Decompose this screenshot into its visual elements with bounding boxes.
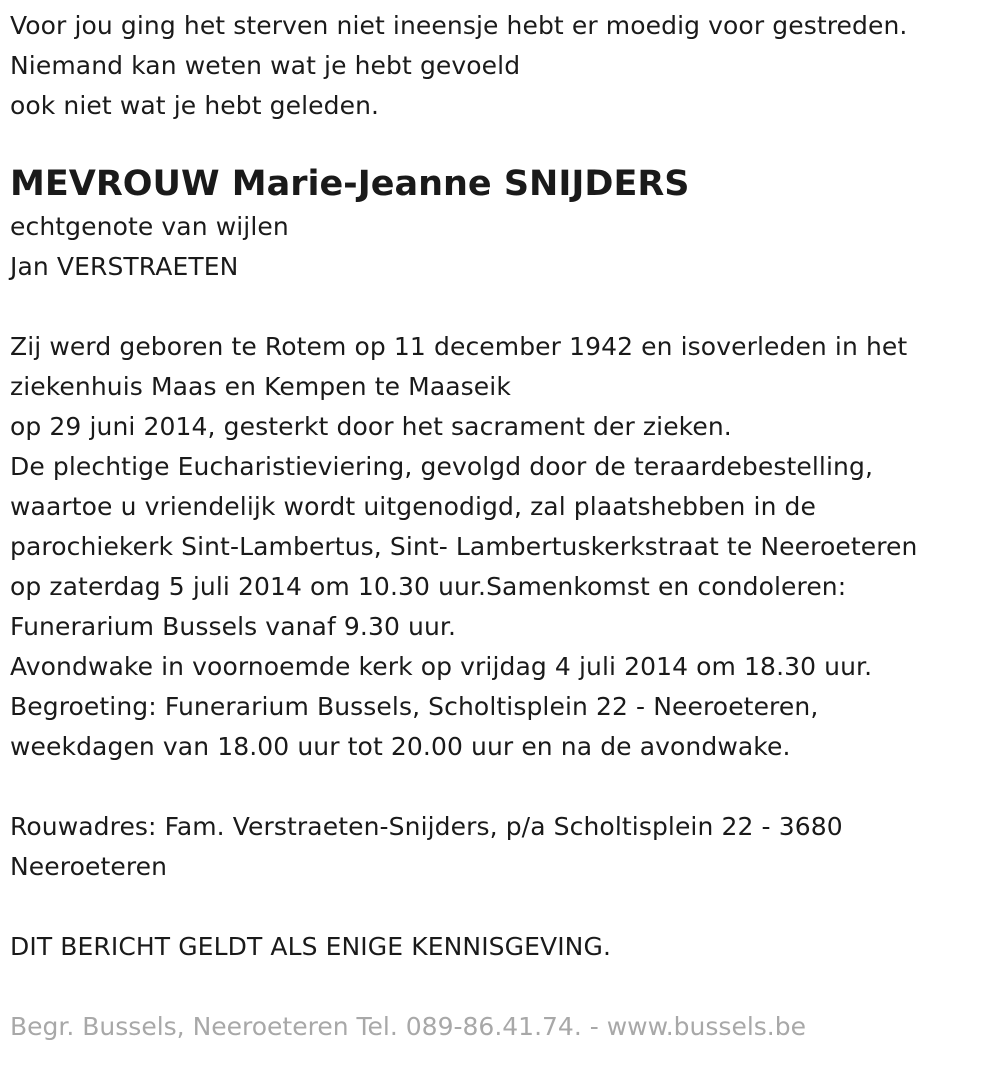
funeral-home-footer: Begr. Bussels, Neeroeteren Tel. 089-86.41.74. - www.bussels.be [10,1012,806,1041]
announcement-line: op zaterdag 5 juli 2014 om 10.30 uur.Samenkomst en condoleren: [10,572,847,601]
mourning-address-line: Rouwadres: Fam. Verstraeten-Snijders, p/a Scholtisplein 22 - 3680 [10,812,843,841]
relation-line: Jan VERSTRAETEN [10,252,239,281]
poem-line: Voor jou ging het sterven niet ineensje hebt er moedig voor gestreden. [10,11,908,40]
announcement-line: Begroeting: Funerarium Bussels, Scholtisplein 22 - Neeroeteren, [10,692,819,721]
announcement-line: parochiekerk Sint-Lambertus, Sint- Lambertuskerkstraat te Neeroeteren [10,532,918,561]
announcement-line: waartoe u vriendelijk wordt uitgenodigd, zal plaatshebben in de [10,492,817,521]
announcement-line: ziekenhuis Maas en Kempen te Maaseik [10,372,511,401]
announcement-line: op 29 juni 2014, gesterkt door het sacrament der zieken. [10,412,732,441]
poem-line: ook niet wat je hebt geleden. [10,91,380,120]
poem-line: Niemand kan weten wat je hebt gevoeld [10,51,521,80]
announcement-line: Zij werd geboren te Rotem op 11 december 1942 en isoverleden in het [10,332,908,361]
announcement-block [10,327,990,767]
spacer [10,767,990,807]
obituary-document [10,6,990,1047]
announcement-line: De plechtige Eucharistieviering, gevolgd door de teraardebestelling, [10,452,873,481]
announcement-line: Funerarium Bussels vanaf 9.30 uur. [10,612,457,641]
spacer [10,287,990,327]
poem-block [10,6,990,126]
deceased-name-heading: MEVROUW Marie-Jeanne SNIJDERS [10,164,690,204]
announcement-line: Avondwake in voornoemde kerk op vrijdag 4 juli 2014 om 18.30 uur. [10,652,873,681]
announcement-line: weekdagen van 18.00 uur tot 20.00 uur en na de avondwake. [10,732,791,761]
mourning-address-block [10,807,990,887]
relation-line: echtgenote van wijlen [10,212,289,241]
spacer [10,887,990,927]
mourning-address-line: Neeroeteren [10,852,168,881]
notice-text: DIT BERICHT GELDT ALS ENIGE KENNISGEVING. [10,932,611,961]
relation-block [10,207,990,287]
